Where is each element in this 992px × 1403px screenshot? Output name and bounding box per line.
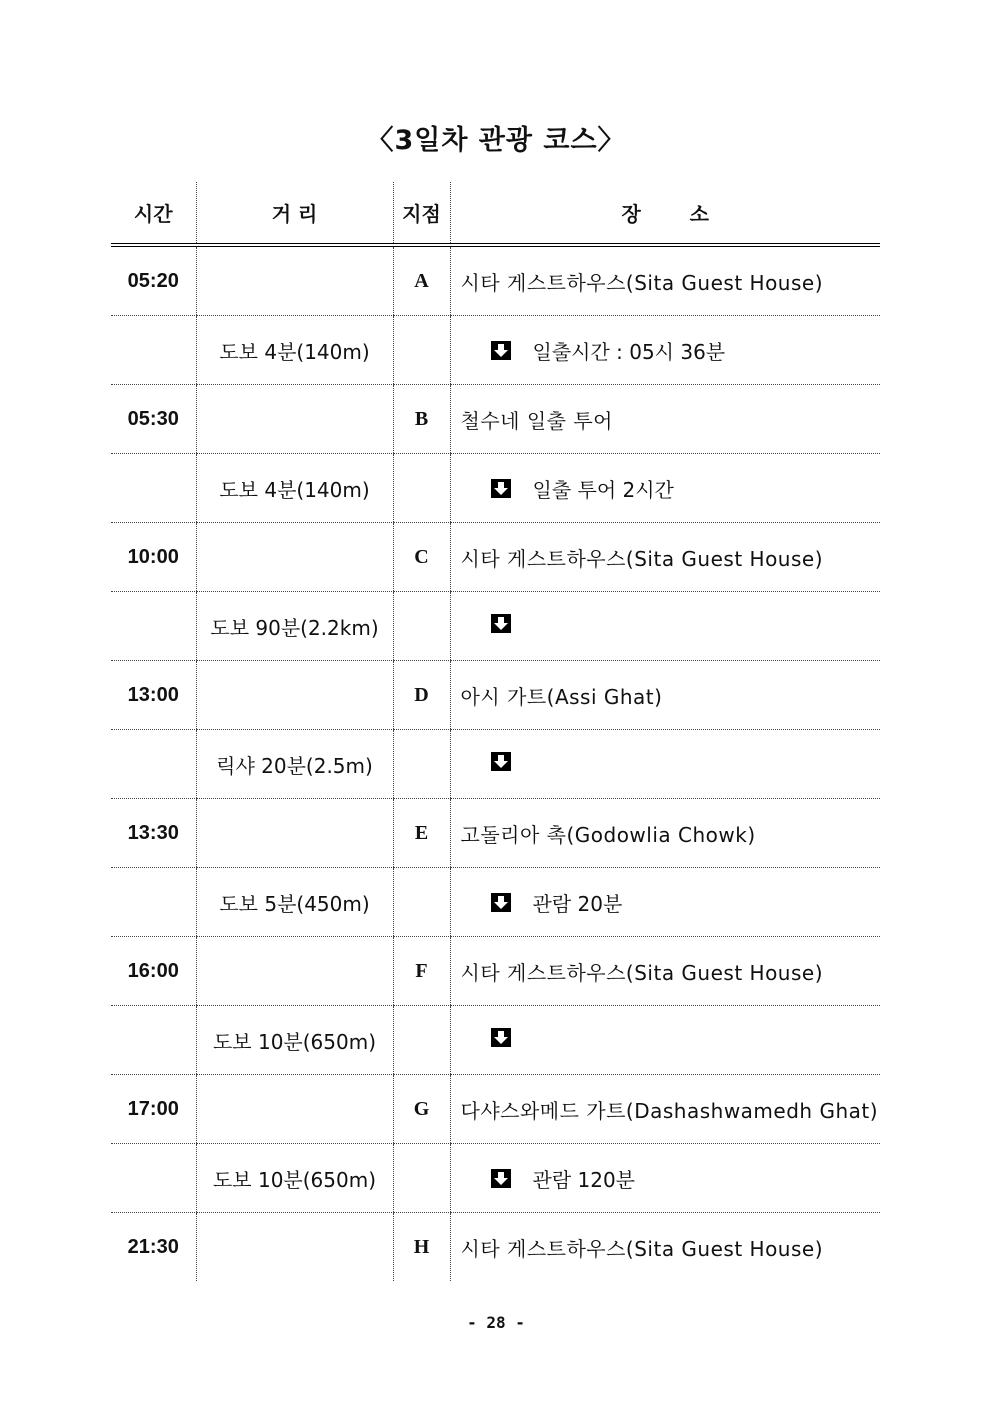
move-row	[111, 1006, 880, 1075]
stop-place: 시타 게스트하우스(Sita Guest House)	[450, 937, 880, 1006]
stop-point: D	[393, 661, 450, 730]
stop-place: 아시 가트(Assi Ghat)	[450, 661, 880, 730]
stop-row	[111, 661, 880, 730]
stop-point: C	[393, 523, 450, 592]
stop-time: 17:00	[111, 1075, 196, 1144]
down-arrow-icon	[491, 752, 511, 771]
stop-place: 철수네 일출 투어	[450, 385, 880, 454]
stop-point: F	[393, 937, 450, 1006]
header-time: 시간	[111, 182, 196, 245]
stop-point: A	[393, 245, 450, 316]
down-arrow-icon	[491, 1028, 511, 1047]
stop-time: 10:00	[111, 523, 196, 592]
stop-place: 시타 게스트하우스(Sita Guest House)	[450, 523, 880, 592]
move-distance: 도보 90분(2.2km)	[196, 592, 393, 661]
move-note: 관람 120분	[532, 1167, 635, 1192]
stop-row	[111, 937, 880, 1006]
move-distance: 도보 10분(650m)	[196, 1144, 393, 1213]
stop-row	[111, 1075, 880, 1144]
stop-point: G	[393, 1075, 450, 1144]
stop-point: E	[393, 799, 450, 868]
move-row	[111, 454, 880, 523]
page-number: - 28 -	[467, 1313, 525, 1332]
header-distance: 거 리	[196, 182, 393, 245]
move-distance: 도보 10분(650m)	[196, 1006, 393, 1075]
move-distance: 도보 5분(450m)	[196, 868, 393, 937]
stop-place: 고돌리아 촉(Godowlia Chowk)	[450, 799, 880, 868]
move-row	[111, 730, 880, 799]
down-arrow-icon	[491, 341, 511, 360]
stop-place: 시타 게스트하우스(Sita Guest House)	[450, 1213, 880, 1282]
stop-row	[111, 1213, 880, 1282]
stop-time: 05:30	[111, 385, 196, 454]
stop-time: 13:30	[111, 799, 196, 868]
stop-place: 시타 게스트하우스(Sita Guest House)	[450, 245, 880, 316]
stop-row	[111, 523, 880, 592]
stop-row	[111, 385, 880, 454]
move-distance: 릭샤 20분(2.5m)	[196, 730, 393, 799]
course-table	[111, 182, 880, 1281]
page-title: 〈3일차 관광 코스〉	[366, 125, 626, 156]
move-distance: 도보 4분(140m)	[196, 316, 393, 385]
move-note: 일출시간 : 05시 36분	[532, 339, 726, 364]
down-arrow-icon	[491, 893, 511, 912]
header-place: 장 소	[450, 182, 880, 245]
stop-row	[111, 799, 880, 868]
stop-time: 21:30	[127, 1235, 179, 1258]
table-header-row	[111, 182, 880, 245]
down-arrow-icon	[491, 1169, 511, 1188]
stop-time: 05:20	[111, 245, 196, 316]
header-point: 지점	[393, 182, 450, 245]
stop-point: H	[393, 1213, 450, 1282]
stop-row	[111, 245, 880, 316]
down-arrow-icon	[491, 479, 511, 498]
move-note: 일출 투어 2시간	[532, 477, 674, 502]
move-distance: 도보 4분(140m)	[196, 454, 393, 523]
move-row	[111, 868, 880, 937]
move-note: 관람 20분	[532, 891, 623, 916]
down-arrow-icon	[491, 614, 511, 633]
stop-place: 다샤스와메드 가트(Dashashwamedh Ghat)	[450, 1075, 880, 1144]
stop-time: 13:00	[111, 661, 196, 730]
move-row	[111, 316, 880, 385]
stop-point: B	[393, 385, 450, 454]
move-row	[111, 1144, 880, 1213]
stop-time: 16:00	[111, 937, 196, 1006]
move-row	[111, 592, 880, 661]
